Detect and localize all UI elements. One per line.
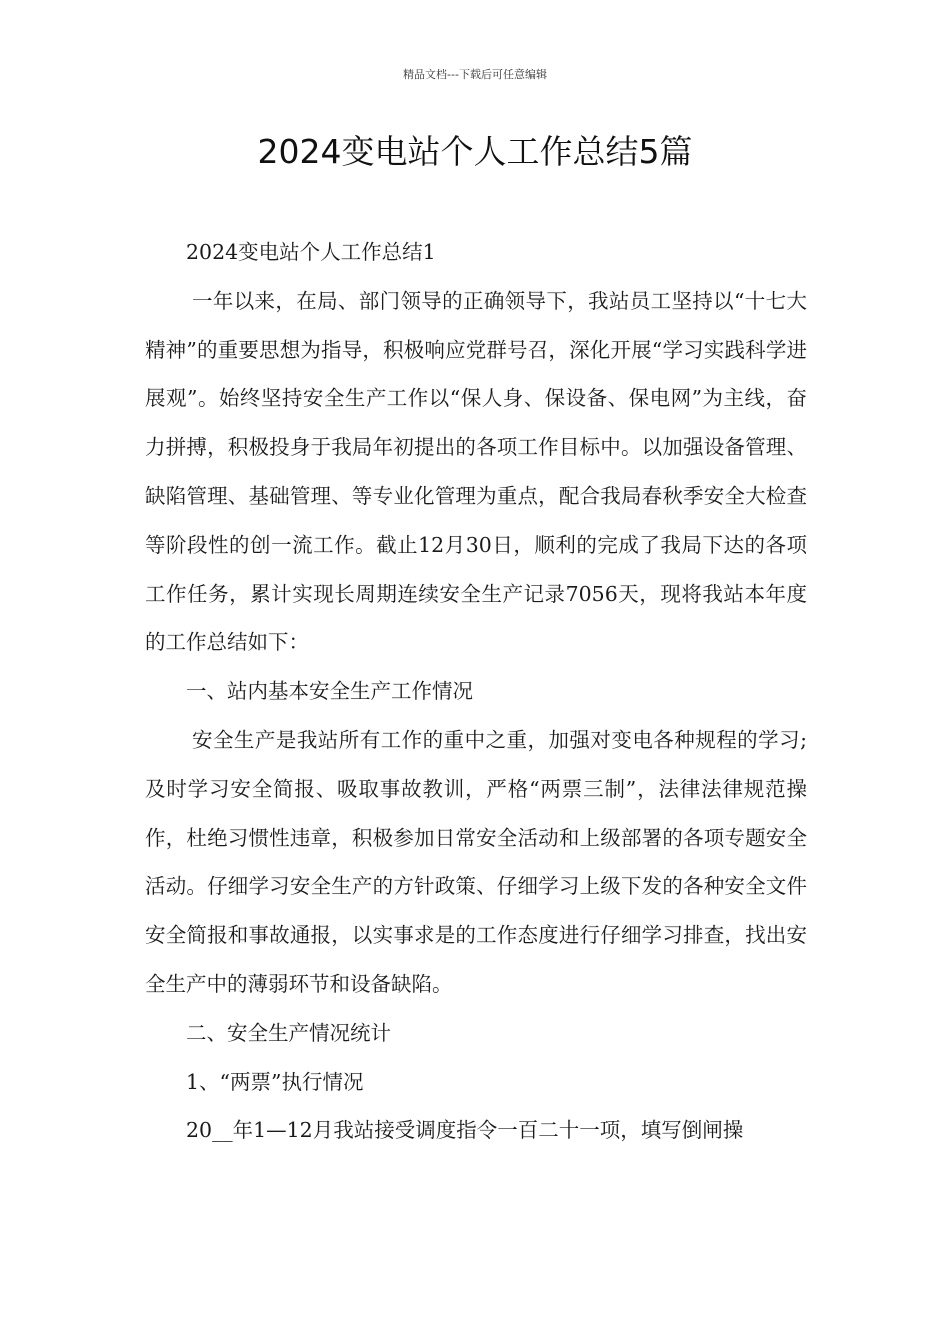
paragraph-intro: 一年以来，在局、部门领导的正确领导下，我站员工坚持以“十七大精神”的重要思想为指导，积极响应党群号召，深化开展“学习实践科学进展观”。始终坚持安全生产工作以“保人身、保设备、保电网”为主线，奋力拼搏，积极投身于我局年初提出的各项工作目标中。以加强设备管理、缺陷管理、基础管理、等专业化管理为重点，配合我局春秋季安全大检查等阶段性的创一流工作。截止12月30日，顺利的完成了我局下达的各项工作任务，累计实现长周期连续安全生产记录7056天，现将我站本年度的工作总结如下：: [145, 288, 807, 655]
heading-two-one: 1、“两票”执行情况: [186, 1069, 364, 1094]
header-note: 精品文档---下载后可任意编辑: [403, 68, 547, 81]
document-body: [145, 228, 807, 1155]
heading-one: 一、站内基本安全生产工作情况: [186, 679, 473, 704]
paragraph-safety: 安全生产是我站所有工作的重中之重，加强对变电各种规程的学习;及时学习安全简报、吸取事故教训，严格“两票三制”，法律法律规范操作，杜绝习惯性违章，积极参加日常安全活动和上级部署的各项专题安全活动。仔细学习安全生产的方针政策、仔细学习上级下发的各种安全文件安全简报和事故通报，以实事求是的工作态度进行仔细学习排查，找出安全生产中的薄弱环节和设备缺陷。: [145, 727, 807, 996]
paragraph-tickets: 20__年1—12月我站接受调度指令一百二十一项，填写倒闸操: [186, 1118, 744, 1143]
section-title: 2024变电站个人工作总结1: [186, 240, 436, 264]
heading-two: 二、安全生产情况统计: [186, 1020, 391, 1045]
document-title: 2024变电站个人工作总结5篇: [257, 132, 693, 171]
